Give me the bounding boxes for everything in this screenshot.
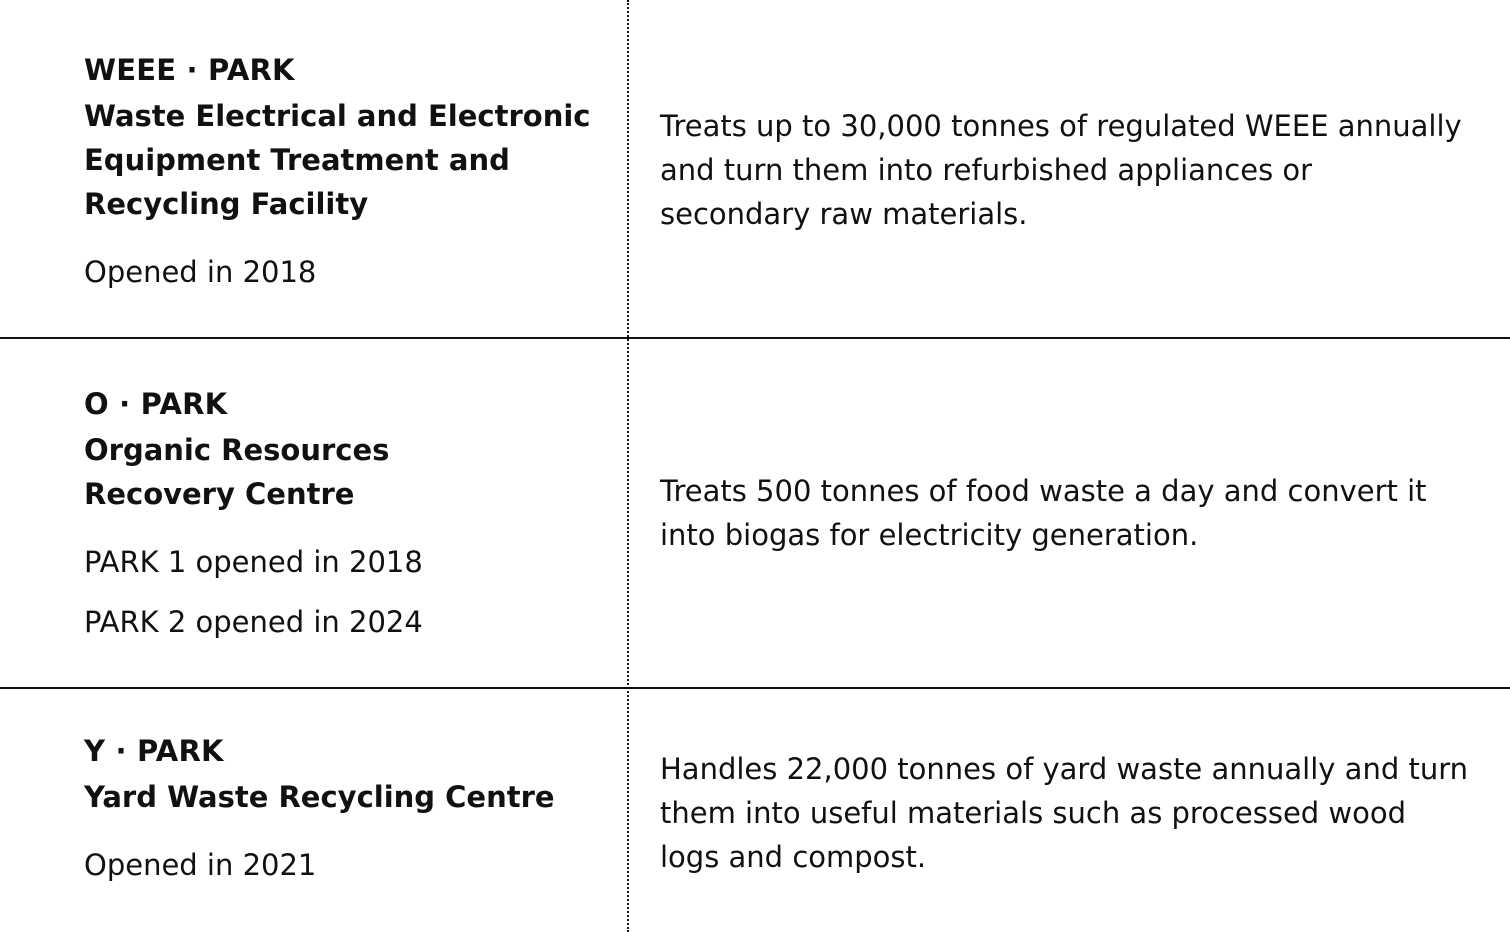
facility-code: Y · PARK [84, 734, 224, 768]
description-line: logs and compost. [660, 840, 927, 874]
description-line: Handles 22,000 tonnes of yard waste annually and turn [660, 752, 1468, 786]
facility-info [84, 384, 604, 642]
facility-title [84, 775, 604, 819]
facility-title-line: Recovery Centre [84, 477, 355, 511]
description-line: Treats up to 30,000 tonnes of regulated WEEE annually [660, 109, 1462, 143]
facility-info [84, 731, 604, 885]
facility-description [660, 469, 1490, 557]
facility-row-o-park [0, 339, 1510, 687]
facility-title [84, 428, 604, 516]
facility-title-line: Equipment Treatment and [84, 143, 510, 177]
facility-title-line: Organic Resources [84, 433, 390, 467]
opened-date: Opened in 2018 [84, 255, 317, 289]
facility-title-line: Recycling Facility [84, 187, 369, 221]
facility-code: O · PARK [84, 387, 228, 421]
facility-title-line: Yard Waste Recycling Centre [84, 780, 555, 814]
opened-date: Opened in 2021 [84, 848, 317, 882]
description-line: secondary raw materials. [660, 197, 1028, 231]
description-line: and turn them into refurbished appliances or [660, 153, 1313, 187]
facility-info [84, 50, 604, 292]
facility-row-weee-park [0, 0, 1510, 337]
opened-date: PARK 2 opened in 2024 [84, 605, 423, 639]
description-line: Treats 500 tonnes of food waste a day and convert it [660, 474, 1427, 508]
facility-row-y-park [0, 689, 1510, 932]
opened-date: PARK 1 opened in 2018 [84, 545, 423, 579]
facility-code: WEEE · PARK [84, 53, 295, 87]
description-line: into biogas for electricity generation. [660, 518, 1199, 552]
facility-description [660, 747, 1490, 879]
description-line: them into useful materials such as processed wood [660, 796, 1407, 830]
facility-title-line: Waste Electrical and Electronic [84, 99, 591, 133]
facility-description [660, 104, 1490, 236]
facility-title [84, 94, 604, 226]
